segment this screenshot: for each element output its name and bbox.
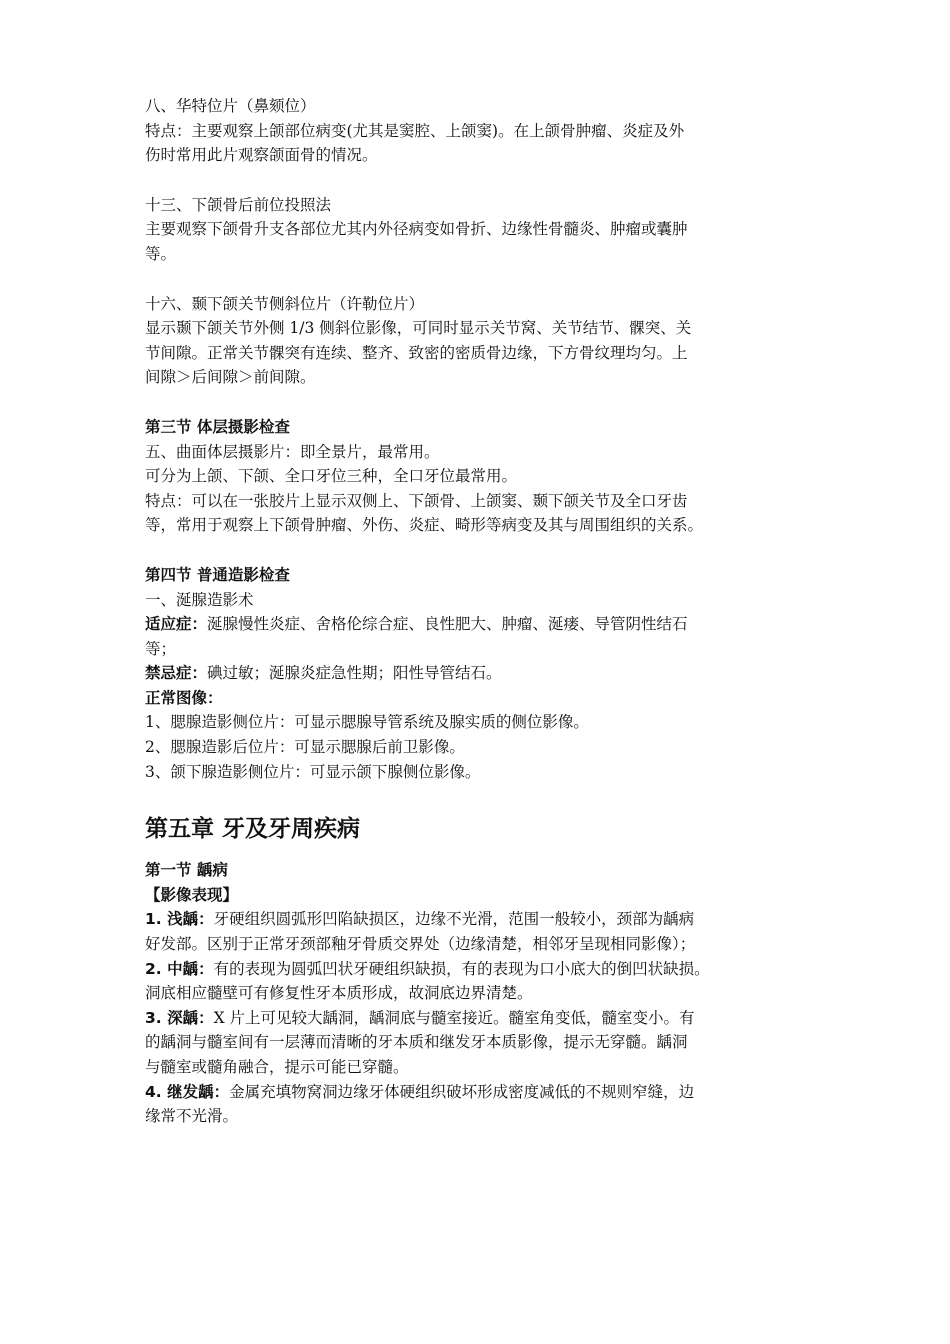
paragraph-line: 等。 [145, 244, 177, 263]
contraindication-label: 禁忌症： [145, 664, 208, 683]
paragraph-line: 的龋洞与髓室间有一层薄而清晰的牙本质和继发牙本质影像，提示无穿髓。龋洞 [145, 1033, 688, 1052]
paragraph-line: 伤时常用此片观察颌面骨的情况。 [145, 146, 378, 165]
paragraph-line: 等，常用于观察上下颌骨肿瘤、外伤、炎症、畸形等病变及其与周围组织的关系。 [145, 516, 704, 535]
section-title-contrast: 第四节 普通造影检查 [145, 565, 290, 584]
list-item: 3、颌下腺造影侧位片：可显示颌下腺侧位影像。 [145, 762, 481, 781]
paragraph-line: 等； [145, 639, 177, 658]
paragraph-text: 有的表现为圆弧凹状牙硬组织缺损，有的表现为口小底大的倒凹状缺损。 [213, 959, 710, 978]
secondary-caries-line [145, 1080, 815, 1105]
medium-caries-label: 2. 中龋： [145, 959, 214, 978]
heading-water-view: 八、华特位片（鼻颏位） [145, 97, 316, 115]
medium-caries-line [145, 957, 815, 982]
heading-tmj-oblique: 十六、颞下颌关节侧斜位片（许勒位片） [145, 294, 425, 313]
section-title-caries: 第一节 龋病 [145, 861, 228, 880]
paragraph-text: X 片上可见较大龋洞，龋洞底与髓室接近。髓室角变低，髓室变小。有 [213, 1008, 695, 1027]
list-item: 1、腮腺造影侧位片：可显示腮腺导管系统及腺实质的侧位影像。 [145, 713, 589, 732]
paragraph-line: 好发部。区别于正常牙颈部釉牙骨质交界处（边缘清楚，相邻牙呈现相同影像）； [145, 935, 696, 954]
paragraph-line: 洞底相应髓壁可有修复性牙本质形成，故洞底边界清楚。 [145, 984, 533, 1003]
paragraph-text: 金属充填物窝洞边缘牙体硬组织破坏形成密度减低的不规则窄缝，边 [229, 1082, 695, 1101]
shallow-caries-line [145, 907, 815, 932]
deep-caries-line [145, 1006, 815, 1031]
list-item: 2、腮腺造影后位片：可显示腮腺后前卫影像。 [145, 738, 465, 757]
chapter-title: 第五章 牙及牙周疾病 [145, 816, 361, 843]
paragraph-line: 主要观察下颌骨升支各部位尤其内外径病变如骨折、边缘性骨髓炎、肿瘤或囊肿 [145, 220, 688, 239]
document-page [145, 94, 815, 1129]
imaging-heading: 【影像表现】 [145, 885, 239, 904]
subheading-sialography: 一、涎腺造影术 [145, 590, 254, 609]
paragraph-line: 间隙＞后间隙＞前间隙。 [145, 368, 316, 387]
heading-mandible-pa: 十三、下颌骨后前位投照法 [145, 195, 332, 214]
paragraph-line: 五、曲面体层摄影片：即全景片，最常用。 [145, 442, 440, 461]
paragraph-line: 特点：可以在一张胶片上显示双侧上、下颌骨、上颌窦、颞下颌关节及全口牙齿 [145, 491, 688, 510]
paragraph-line: 可分为上颌、下颌、全口牙位三种，全口牙位最常用。 [145, 467, 518, 486]
contraindication-text: 碘过敏；涎腺炎症急性期；阳性导管结石。 [207, 664, 502, 683]
paragraph-line: 与髓室或髓角融合，提示可能已穿髓。 [145, 1058, 409, 1076]
paragraph-line: 显示颞下颌关节外侧 1/3 侧斜位影像，可同时显示关节窝、关节结节、髁突、关 [145, 319, 692, 338]
paragraph-line: 节间隙。正常关节髁突有连续、整齐、致密的密质骨边缘，下方骨纹理均匀。上 [145, 343, 688, 362]
normal-image-label: 正常图像： [145, 688, 223, 707]
paragraph-line: 特点：主要观察上颌部位病变(尤其是窦腔、上颌窦)。在上颌骨肿瘤、炎症及外 [145, 121, 685, 140]
indication-line [145, 612, 815, 637]
deep-caries-label: 3. 深龋： [145, 1008, 214, 1027]
indication-text: 涎腺慢性炎症、舍格伦综合症、良性肥大、肿瘤、涎瘘、导管阴性结石 [207, 615, 688, 634]
paragraph-line: 缘常不光滑。 [145, 1107, 239, 1126]
section-title-tomography: 第三节 体层摄影检查 [145, 417, 290, 436]
contraindication-line [145, 661, 815, 686]
paragraph-text: 牙硬组织圆弧形凹陷缺损区，边缘不光滑，范围一般较小，颈部为龋病 [213, 910, 695, 929]
shallow-caries-label: 1. 浅龋： [145, 910, 214, 929]
secondary-caries-label: 4. 继发龋： [145, 1082, 230, 1101]
indication-label: 适应症： [145, 615, 208, 634]
